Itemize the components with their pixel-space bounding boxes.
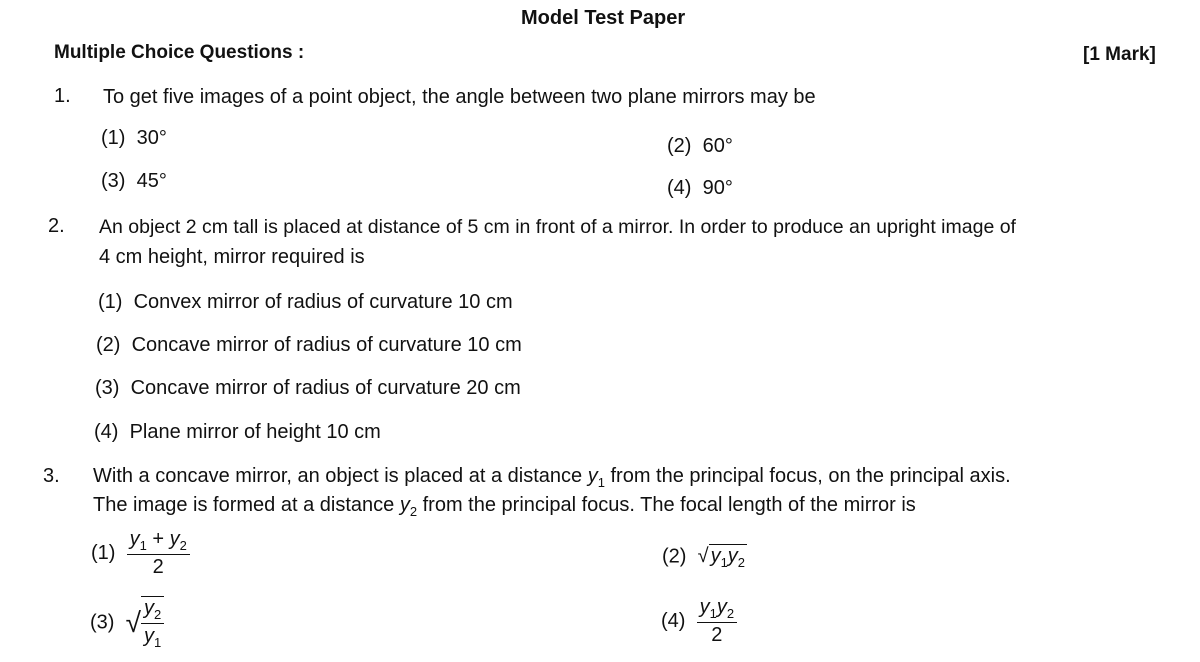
option-label: (2)	[662, 545, 687, 568]
variable: y	[399, 494, 410, 516]
question-text	[93, 465, 1011, 490]
option-label: (1)	[98, 291, 123, 313]
option-label: (2)	[667, 135, 692, 157]
option-label: (2)	[96, 334, 121, 356]
text-run: The image is formed at a distance	[93, 494, 400, 516]
numerator	[141, 597, 164, 624]
subscript: 1	[720, 555, 728, 570]
fraction	[141, 596, 164, 650]
option-text: 30°	[136, 127, 167, 149]
variable: y	[143, 597, 154, 619]
variable: y	[587, 465, 598, 487]
fraction	[127, 528, 190, 579]
variable: y	[129, 528, 140, 550]
text-run: from the principal focus, on the principal axis.	[604, 465, 1011, 487]
variable: y	[143, 625, 154, 647]
operator: +	[152, 528, 165, 550]
option-label: (4)	[94, 421, 119, 443]
variable: y	[716, 596, 727, 618]
radical-sign: √	[697, 545, 709, 567]
marks-label: [1 Mark]	[1083, 44, 1156, 65]
option	[101, 127, 167, 150]
question-text-cont: 4 cm height, mirror required is	[99, 246, 365, 268]
subscript: 2	[153, 607, 162, 622]
option	[94, 421, 381, 444]
option-label: (3)	[95, 377, 120, 399]
question-text-cont	[93, 494, 916, 519]
subscript: 1	[709, 606, 717, 621]
option-text: 60°	[702, 135, 733, 157]
option-text: Concave mirror of radius of curvature 10 cm	[131, 334, 522, 356]
denominator: 2	[152, 556, 164, 578]
radicand	[709, 544, 747, 570]
option-text: Concave mirror of radius of curvature 20 cm	[130, 377, 521, 399]
subscript: 2	[179, 538, 187, 553]
option-text: Convex mirror of radius of curvature 10 cm	[133, 291, 513, 313]
option-label: (1)	[91, 542, 116, 564]
text-run: from the principal focus. The focal length of the mirror is	[417, 494, 916, 516]
subscript: 2	[737, 555, 746, 570]
option	[667, 177, 733, 200]
denominator	[141, 624, 164, 650]
variable: y	[710, 545, 721, 567]
numerator	[127, 528, 190, 555]
option-text: Plane mirror of height 10 cm	[129, 421, 381, 443]
option-label: (4)	[661, 610, 686, 632]
square-root	[698, 544, 747, 570]
variable: y	[699, 596, 710, 618]
subscript: 1	[597, 475, 605, 490]
option	[661, 596, 737, 647]
question-number: 2.	[48, 215, 65, 237]
option-label: (1)	[101, 127, 126, 149]
option-label: (4)	[667, 177, 692, 199]
section-heading: Multiple Choice Questions :	[54, 42, 305, 63]
radical-sign: √	[125, 607, 141, 638]
variable: y	[169, 528, 180, 550]
subscript: 2	[726, 606, 735, 621]
numerator	[697, 596, 737, 623]
denominator: 2	[711, 624, 723, 646]
option	[90, 596, 164, 650]
option	[91, 528, 190, 579]
question-text: An object 2 cm tall is placed at distance of 5 cm in front of a mirror. In order to produce an upright image of	[99, 216, 1016, 238]
option-label: (3)	[90, 611, 115, 634]
option	[662, 544, 747, 570]
option-label: (3)	[101, 170, 126, 192]
square-root	[126, 596, 165, 650]
fraction	[697, 596, 737, 647]
page-title: Model Test Paper	[521, 7, 686, 29]
question-number: 1.	[54, 85, 71, 107]
option	[96, 334, 522, 357]
subscript: 1	[153, 635, 162, 650]
option-text: 90°	[702, 177, 733, 199]
question-number: 3.	[43, 465, 60, 487]
option	[667, 135, 733, 158]
text-run: With a concave mirror, an object is placed at a distance	[93, 465, 588, 487]
option	[95, 377, 521, 400]
question-text: To get five images of a point object, the angle between two plane mirrors may be	[103, 86, 816, 108]
subscript: 1	[139, 538, 147, 553]
subscript: 2	[409, 504, 418, 519]
option-text: 45°	[136, 170, 167, 192]
variable: y	[727, 545, 738, 567]
option	[101, 170, 167, 193]
option	[98, 291, 513, 314]
